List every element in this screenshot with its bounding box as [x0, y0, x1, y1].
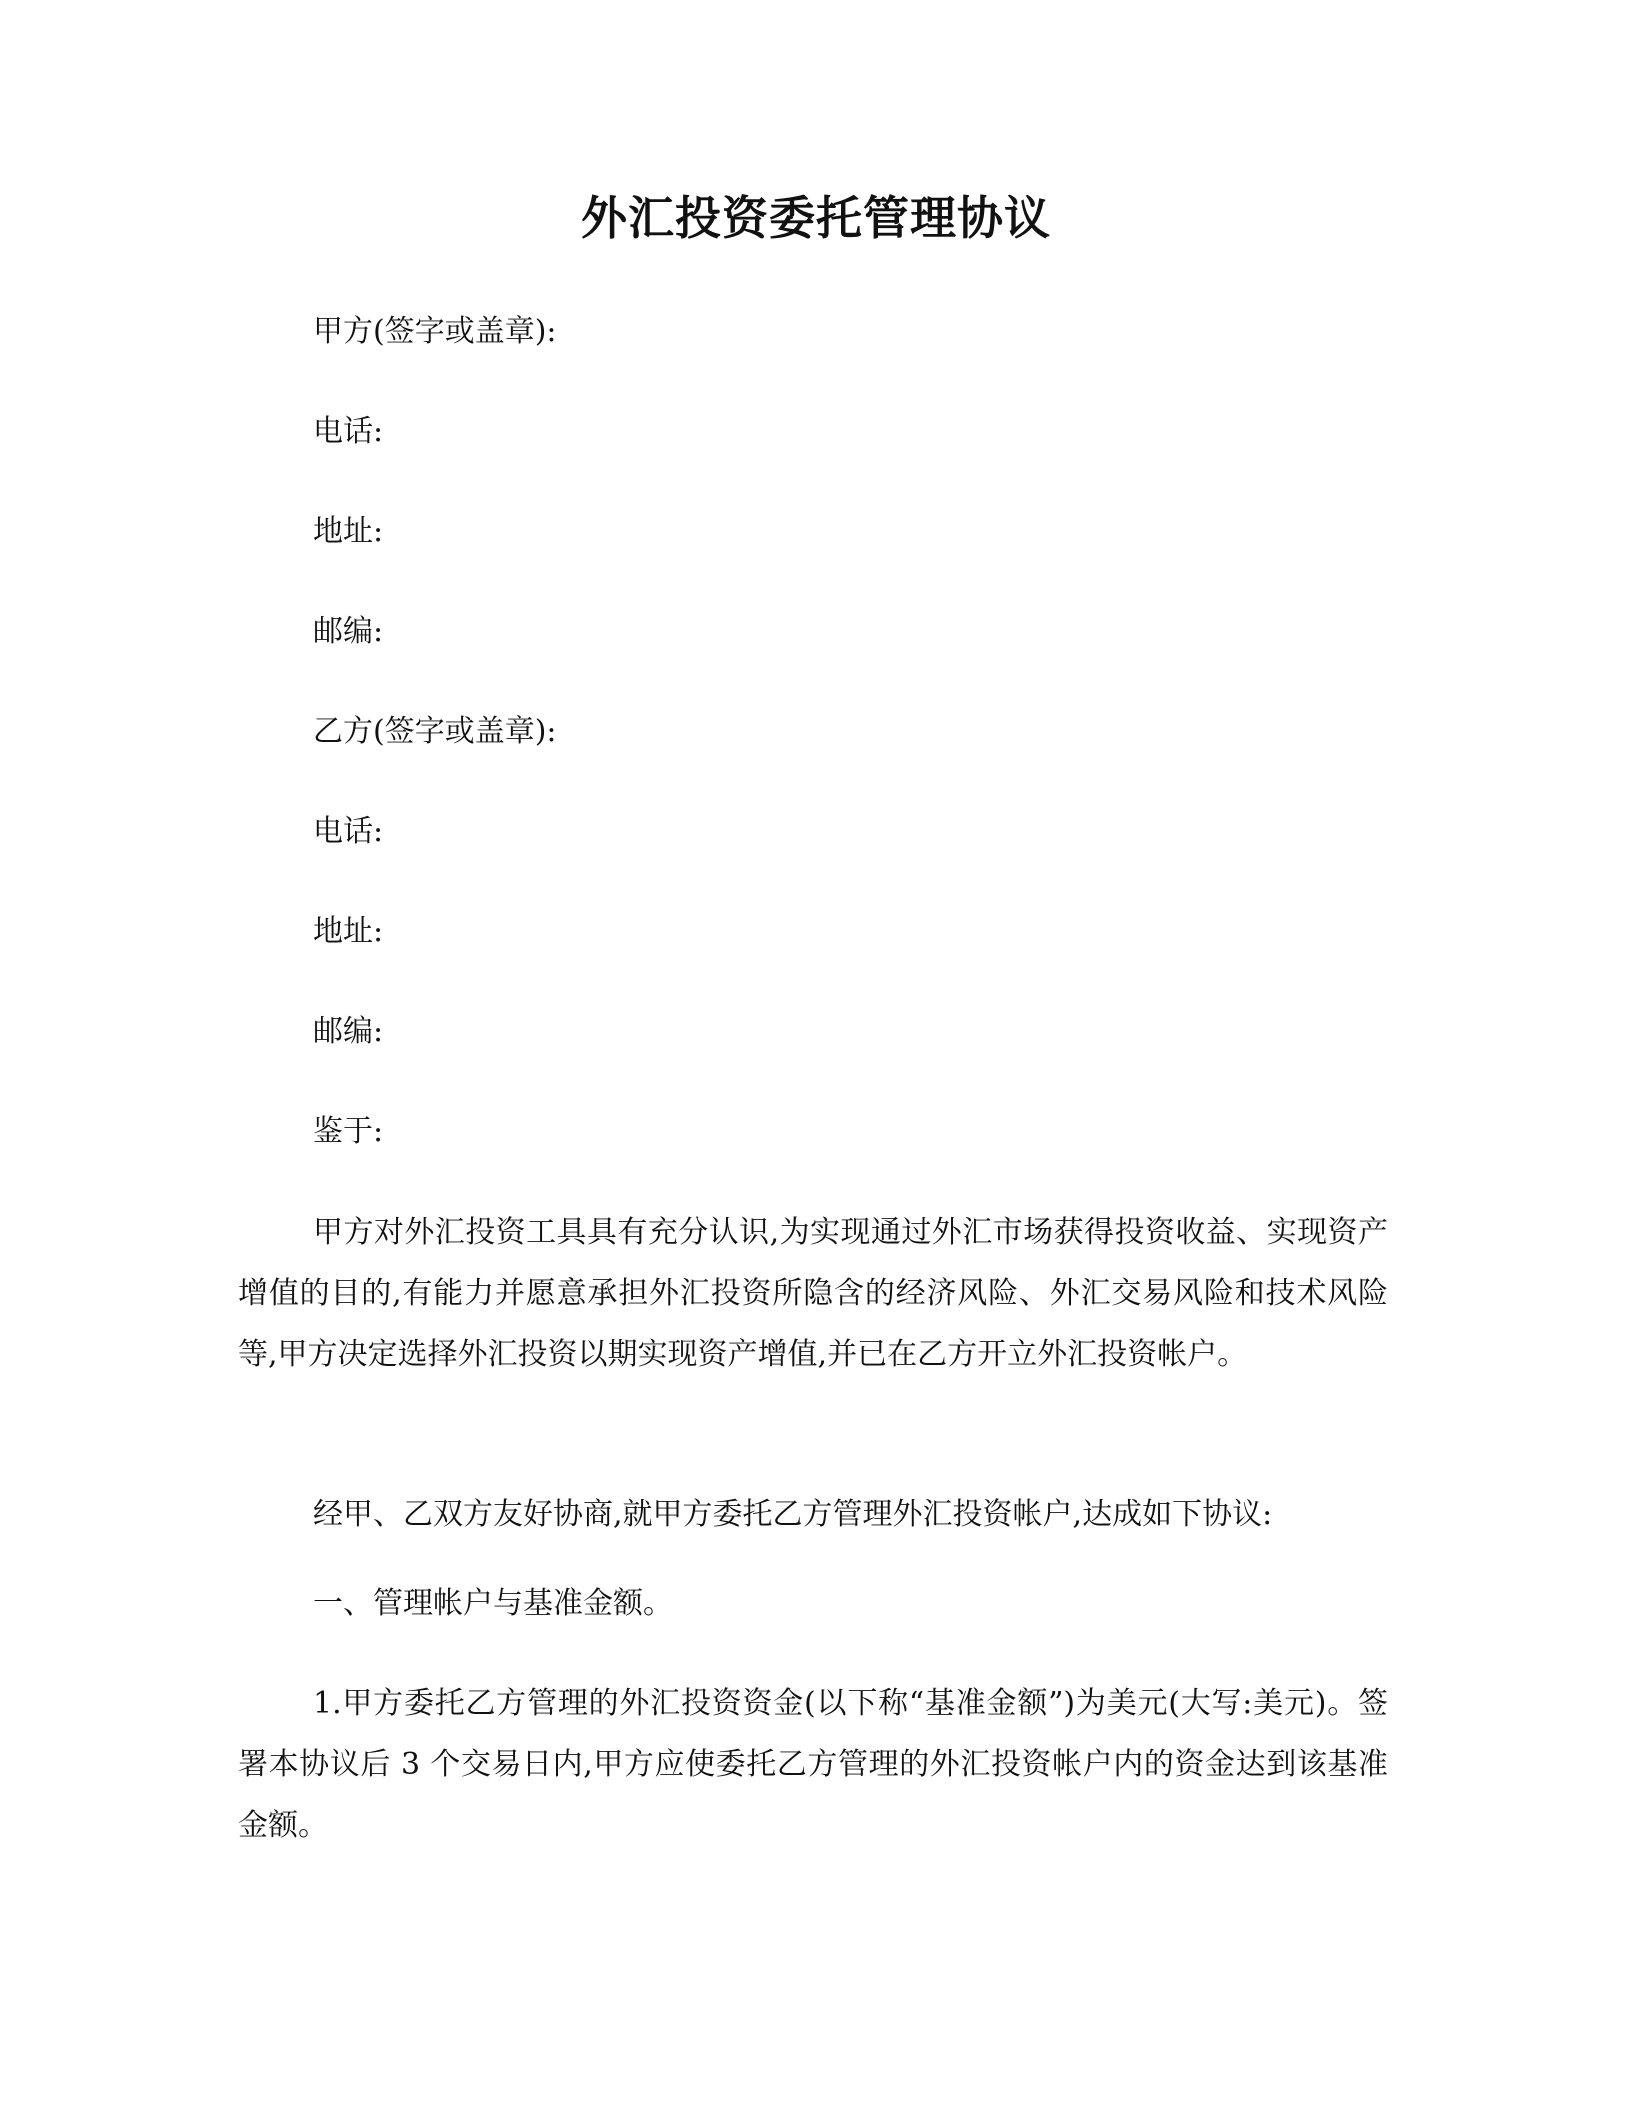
- party-a-postcode-label: 邮编:: [313, 614, 384, 649]
- whereas-label: 鉴于:: [313, 1114, 384, 1149]
- party-b-address-label: 地址:: [313, 914, 384, 949]
- agreement-intro-paragraph: 经甲、乙双方友好协商,就甲方委托乙方管理外汇投资帐户,达成如下协议:: [313, 1497, 1273, 1532]
- whereas-paragraph: 甲方对外汇投资工具具有充分认识,为实现通过外汇市场获得投资收益、实现资产增值的目的,有能力并愿意承担外汇投资所隐含的经济风险、外汇交易风险和技术风险等,甲方决定选择外汇投资以期实现资产增值,并已在乙方开立外汇投资帐户。: [238, 1215, 1388, 1372]
- document-title: 外汇投资委托管理协议: [581, 191, 1051, 245]
- section-1-heading: 一、管理帐户与基准金额。: [313, 1586, 673, 1621]
- clause-1-1-paragraph: 1.甲方委托乙方管理的外汇投资资金(以下称“基准金额”)为美元(大写:美元)。签署本协议后 3 个交易日内,甲方应使委托乙方管理的外汇投资帐户内的资金达到该基准金额。: [238, 1686, 1388, 1843]
- party-b-signature-label: 乙方(签字或盖章):: [313, 714, 557, 749]
- party-b-phone-label: 电话:: [313, 814, 384, 849]
- party-a-address-label: 地址:: [313, 514, 384, 549]
- party-b-postcode-label: 邮编:: [313, 1014, 384, 1049]
- party-a-signature-label: 甲方(签字或盖章):: [313, 314, 557, 349]
- party-a-phone-label: 电话:: [313, 414, 384, 449]
